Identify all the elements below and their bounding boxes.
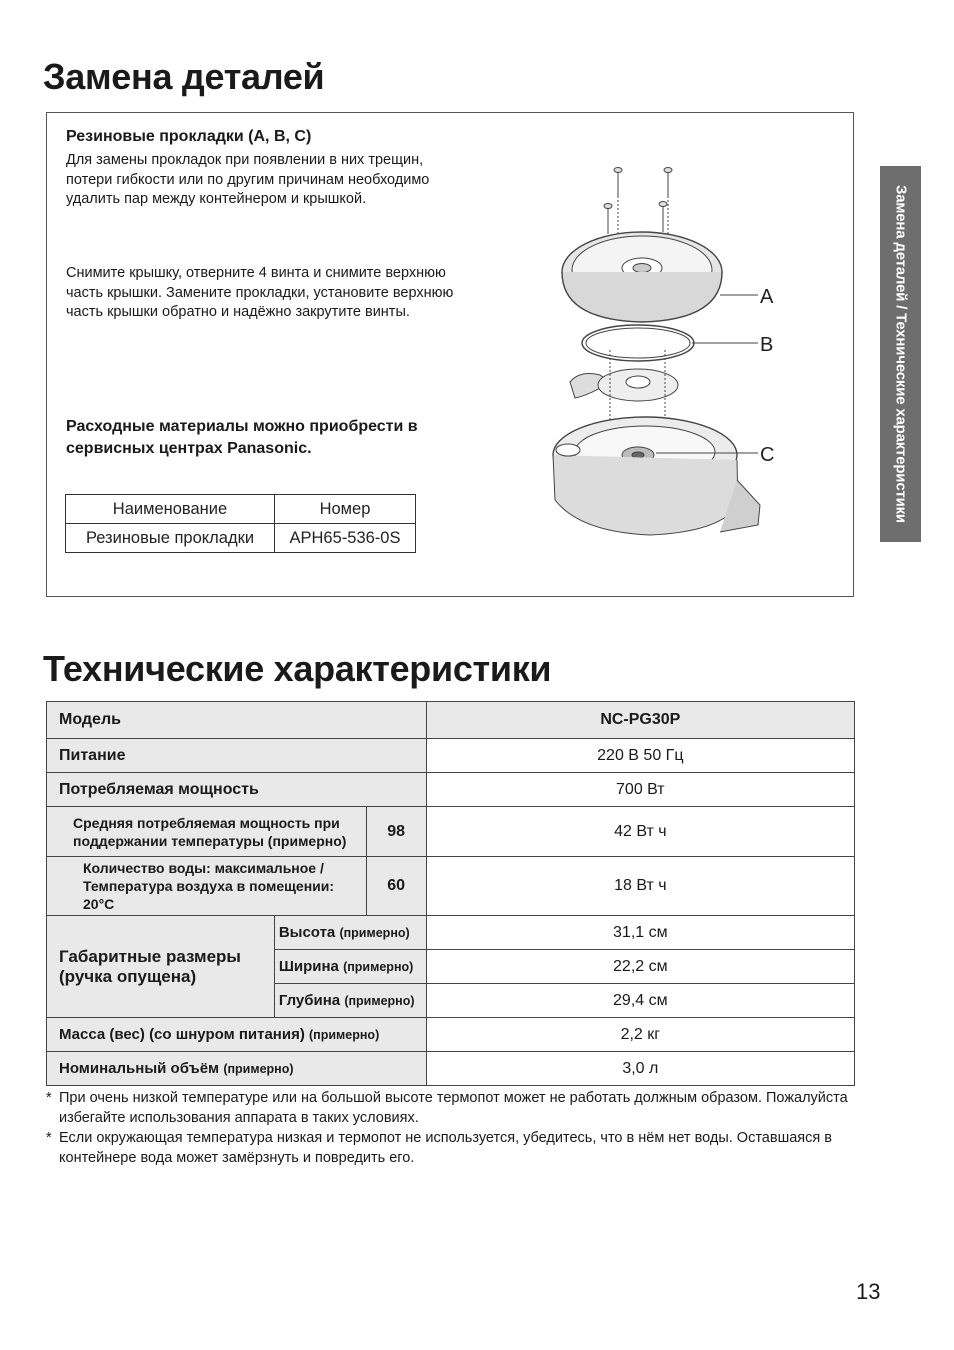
footnotes bbox=[46, 1088, 866, 1168]
consumption-value: 700 Вт bbox=[426, 773, 854, 807]
model-value: NC-PG30P bbox=[426, 702, 854, 739]
parts-table bbox=[65, 494, 416, 553]
footnote-1-text: При очень низкой температуре или на большой высоте термопот может не работать должным образом. Пожалуйста избегайте использования аппарата в таких условиях. bbox=[59, 1090, 848, 1126]
depth-label bbox=[274, 984, 426, 1018]
table-row bbox=[47, 1018, 855, 1052]
volume-label-text: Номинальный объём bbox=[59, 1060, 220, 1077]
approx-note: (примерно) bbox=[344, 994, 415, 1008]
supplies-note: Расходные материалы можно приобрести в сервисных центрах Panasonic. bbox=[66, 418, 418, 457]
table-row bbox=[47, 1052, 855, 1086]
width-label-text: Ширина bbox=[278, 958, 339, 975]
approx-note: (примерно) bbox=[339, 926, 410, 940]
table-row bbox=[47, 916, 855, 950]
label-a: A bbox=[760, 286, 774, 308]
dimensions-label: Габаритные размеры (ручка опущена) bbox=[47, 916, 275, 1018]
page-number: 13 bbox=[856, 1279, 881, 1304]
table-row bbox=[47, 739, 855, 773]
approx-note: (примерно) bbox=[223, 1062, 294, 1076]
table-row bbox=[47, 807, 855, 857]
parts-header-number: Номер bbox=[275, 495, 416, 524]
table-row bbox=[66, 524, 416, 553]
width-value: 22,2 см bbox=[426, 950, 854, 984]
footnote-2 bbox=[46, 1128, 866, 1168]
approx-note: (примерно) bbox=[343, 960, 414, 974]
approx-note: (примерно) bbox=[309, 1028, 380, 1042]
screw-icon bbox=[604, 168, 672, 235]
mass-label-text: Масса (вес) (со шнуром питания) bbox=[59, 1026, 305, 1043]
gaskets-text-1: Для замены прокладок при появлении в них трещин, потери гибкости или по другим причинам необходимо удалить пар между контейнером и крышкой. bbox=[66, 152, 430, 207]
replacement-title: Замена деталей bbox=[43, 56, 325, 97]
label-b: B bbox=[760, 334, 774, 356]
lid-diagram bbox=[520, 160, 790, 545]
footnote-star: * bbox=[46, 1090, 52, 1106]
volume-value: 3,0 л bbox=[426, 1052, 854, 1086]
row-60-number: 60 bbox=[366, 857, 426, 916]
side-tab-label: Замена деталей / Технические характеристики bbox=[892, 185, 909, 523]
parts-row-name: Резиновые прокладки bbox=[66, 524, 275, 553]
power-supply-value: 220 В 50 Гц bbox=[426, 739, 854, 773]
height-value: 31,1 см bbox=[426, 916, 854, 950]
depth-value: 29,4 см bbox=[426, 984, 854, 1018]
footnote-2-text: Если окружающая температура низкая и термопот не используется, убедитесь, что в нём нет воды. Оставшаяся в контейнере вода может замёрзнуть и повредить его. bbox=[59, 1130, 832, 1166]
label-c: C bbox=[760, 444, 775, 466]
table-row bbox=[47, 857, 855, 916]
side-tab bbox=[880, 166, 921, 542]
footnote-star: * bbox=[46, 1130, 52, 1146]
footnote-1 bbox=[46, 1088, 866, 1128]
consumption-label: Потребляемая мощность bbox=[47, 773, 427, 807]
model-label: Модель bbox=[47, 702, 427, 739]
conditions-label: Количество воды: максимальное / Температура воздуха в помещении: 20°C bbox=[47, 857, 367, 916]
mass-label bbox=[47, 1018, 427, 1052]
specs-table bbox=[46, 701, 855, 1086]
row-60-value: 18 Вт ч bbox=[426, 857, 854, 916]
gaskets-heading: Резиновые прокладки (A, B, C) bbox=[66, 128, 312, 145]
row-98-value: 42 Вт ч bbox=[426, 807, 854, 857]
specs-title: Технические характеристики bbox=[43, 648, 552, 689]
mass-value: 2,2 кг bbox=[426, 1018, 854, 1052]
table-row bbox=[66, 495, 416, 524]
power-supply-label: Питание bbox=[47, 739, 427, 773]
table-row bbox=[47, 773, 855, 807]
height-label bbox=[274, 916, 426, 950]
height-label-text: Высота bbox=[278, 924, 336, 941]
parts-header-name: Наименование bbox=[66, 495, 275, 524]
row-98-number: 98 bbox=[366, 807, 426, 857]
depth-label-text: Глубина bbox=[278, 992, 341, 1009]
volume-label bbox=[47, 1052, 427, 1086]
avg-consumption-label: Средняя потребляемая мощность при поддержании температуры (примерно) bbox=[47, 807, 367, 857]
gaskets-text-2: Снимите крышку, отверните 4 винта и снимите верхнюю часть крышки. Замените прокладки, установите верхнюю часть крышки обратно и надёжно закрутите винты. bbox=[66, 265, 454, 320]
width-label bbox=[274, 950, 426, 984]
table-row bbox=[47, 702, 855, 739]
parts-row-number: APH65-536-0S bbox=[275, 524, 416, 553]
